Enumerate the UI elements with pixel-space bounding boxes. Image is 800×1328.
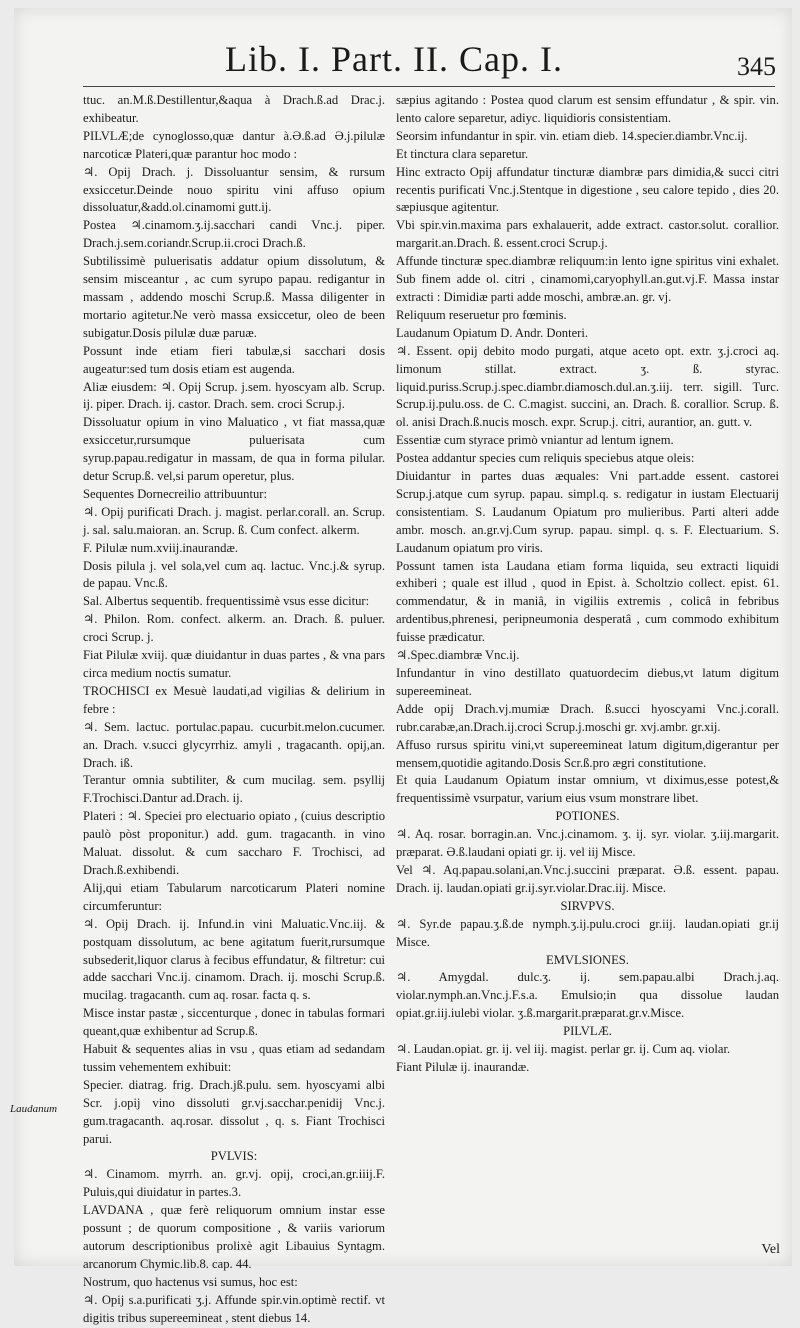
- paragraph: ♃. Opij Drach. ij. Infund.in vini Maluatic.Vnc.iij. & postquam dissolutum, ac bene agitatum fuerit,rursumque subsederit,liquor clarus à fecibus effundatur, & filtretur: cui adde sacchari Vnc.ij. cinamom. Drach. ij. moschi Scrup.ß. mucilag. tragacanth. cum aq. rosar. facta q. s.: [83, 916, 385, 1003]
- paragraph: EMVLSIONES.: [546, 952, 629, 967]
- paragraph: Affuso rursus spiritu vini,vt supereemineat latum digitum,digerantur per mensem,quotidie agitando.Dosis Scr.ß.pro ægri constitutione.: [396, 737, 779, 770]
- catchword: Vel: [761, 1242, 780, 1257]
- paragraph: Misce instar pastæ , siccenturque , donec in tabulas formari queant,quæ exhibentur ad Scrup.ß.: [83, 1006, 385, 1039]
- paragraph: PVLVIS:: [210, 1149, 258, 1164]
- paragraph: ♃. Opij s.a.purificati ʒ.j. Affunde spir.vin.optimè rectif. vt digitis tribus supereemineat , stent diebus 14.: [83, 1292, 385, 1325]
- paragraph: Diuidantur in partes duas æquales: Vni part.adde essent. castorei Scrup.j.atque cum syrup. papau. simpl.q. s. redigatur in iustam Electuarij consistentiam. S. Laudanum Opiatum pro mulieribus. Parti alteri adde ambr. mosch. an.gr.vj.Cum syrup. papau. simpl. q. s. F. Electuarium. S. Laudanum opiatum pro viris.: [396, 469, 779, 555]
- paragraph: Seorsim infundantur in spir. vin. etiam dieb. 14.specier.diambr.Vnc.ij.: [396, 128, 748, 143]
- paragraph: ♃. Sem. lactuc. portulac.papau. cucurbit.melon.cucumer. an. Drach. v.succi glycyrrhiz. amyli , tragacanth. opij,an. Drach. iß.: [83, 719, 385, 770]
- paragraph: Possunt tamen ista Laudana etiam forma liquida, seu extracti liquidi exhiberi ; quale est illud , quod in Epist. à. Scholtzio collect. epist. 61. commendatur, & in maniâ, in vigiliis extremis , colicâ in febribus ardentibus,phrenesi, peripneumonia desperatâ , cum commodo exhibitum fuisse prædicatur.: [396, 558, 779, 645]
- paragraph: Et tinctura clara separetur.: [396, 146, 529, 161]
- paragraph: Vel ♃. Aq.papau.solani,an.Vnc.j.succini præparat. Ə.ß. essent. papau. Drach. ij. laudan.opiati gr.ij.syr.violar.Drac.iij. Misce.: [396, 862, 779, 895]
- paragraph: Postea addantur species cum reliquis speciebus atque oleis:: [396, 451, 695, 466]
- header-rule: [83, 86, 775, 87]
- paragraph: Et quia Laudanum Opiatum instar omnium, vt diximus,esse potest,& frequentissimè vsurpatur, varium eius vsum monstrare libet.: [396, 773, 779, 806]
- paragraph: PILVLÆ.: [563, 1024, 612, 1039]
- paragraph: ♃.Spec.diambræ Vnc.ij.: [396, 648, 520, 663]
- paragraph: Affunde tincturæ spec.diambræ reliquum:in lento igne spiritus vini exhalet. Sub finem adde ol. citri , cinamomi,caryophyll.an.gut.vj.F. Massa instar extracti : Dimidiæ parti adde moschi, ambræ.an. gr. vj.: [396, 254, 779, 304]
- paragraph: Essentiæ cum styrace primò vniantur ad lentum ignem.: [396, 433, 674, 448]
- paragraph: Plateri : ♃. Speciei pro electuario opiato , (cuius descriptio paulò pòst proponitur.) add. gum. tragacanth. in vino Maluat. dissolut. & cum saccharo F. Trochisci, ad Drach.ß.exhibendi.: [83, 809, 385, 877]
- paragraph: PILVLÆ;de cynoglosso,quæ dantur à.Ə.ß.ad Ə.j.pilulæ narcoticæ Plateri,quæ parantur hoc modo :: [83, 128, 385, 161]
- paragraph: Alij,qui etiam Tabularum narcoticarum Plateri nomine circumferuntur:: [83, 880, 385, 913]
- paragraph: Sal. Albertus sequentib. frequentissimè vsus esse dicitur:: [83, 594, 370, 609]
- paragraph: Vbi spir.vin.maxima pars exhalauerit, adde extract. castor.solut. corallior. margarit.an.Drach. ß. essent.croci Scrup.j.: [396, 218, 779, 251]
- paragraph: Nostrum, quo hactenus vsi sumus, hoc est:: [83, 1274, 298, 1289]
- paragraph: Fiant Pilulæ ij. inaurandæ.: [396, 1059, 530, 1074]
- left-column: [83, 92, 385, 1325]
- paragraph: Specier. diatrag. frig. Drach.jß.pulu. sem. hyoscyami albi Scr. j.opij vino dissoluti gr.vj.sacchar.penidij Vnc.j. gum.tragacanth. aq.rosar. dissolut , q. s. Fiant Trochisci parui.: [83, 1077, 385, 1146]
- paragraph: ♃. Laudan.opiat. gr. ij. vel iij. magist. perlar gr. ij. Cum aq. violar.: [396, 1042, 731, 1057]
- right-column: [396, 92, 779, 1232]
- paragraph: Terantur omnia subtiliter, & cum mucilag. sem. psyllij F.Trochisci.Dantur ad.Drach. ij.: [83, 773, 385, 806]
- paragraph: ♃. Syr.de papau.ʒ.ß.de nymph.ʒ.ij.pulu.croci gr.iij. laudan.opiati gr.ij Misce.: [396, 916, 779, 949]
- paragraph: Reliquum reseruetur pro fœminis.: [396, 307, 567, 322]
- paragraph: TROCHISCI ex Mesuè laudati,ad vigilias & delirium in febre :: [83, 683, 385, 716]
- paragraph: Infundantur in vino destillato quatuordecim diebus,vt latum digitum supereemineat.: [396, 666, 779, 698]
- page-number: 345: [737, 52, 776, 81]
- paragraph: Subtilissimè puluerisatis addatur opium dissolutum, & sensim misceantur , ac cum syrupo papau. redigantur in massam , addendo moschi Scrup.ß. Massa diligenter in mortario agitetur.Ne verò massa exsiccetur, oleo de been subigatur.Dosis pilulæ duæ paruæ.: [83, 254, 385, 340]
- running-title: Lib. I. Part. II. Cap. I.: [225, 39, 563, 79]
- paragraph: ♃. Cinamom. myrrh. an. gr.vj. opij, croci,an.gr.iiij.F. Puluis,qui diuidatur in partes.3.: [83, 1167, 385, 1200]
- paragraph: Laudanum Opiatum D. Andr. Donteri.: [396, 325, 589, 340]
- paragraph: Habuit & sequentes alias in vsu , quas etiam ad sedandam tussim vehementem exhibuit:: [83, 1042, 385, 1074]
- running-header: [14, 36, 792, 86]
- paragraph: Possunt inde etiam fieri tabulæ,si sacchari dosis augeatur:sed tum dosis etiam est augenda.: [83, 343, 385, 376]
- paragraph: Dissoluatur opium in vino Maluatico , vt fiat massa,quæ exsiccetur,rursumque puluerisata cum syrup.papau.redigatur in massam, de qua in forma pilular. detur Scrup.ß. vel,si parum operetur, plus.: [83, 415, 385, 484]
- paragraph: ♃. Essent. opij debito modo purgati, atque aceto opt. extr. ʒ.j.croci aq. limonum stillat. extract. ʒ. ß. styrac. liquid.puriss.Scrup.j.spec.diambr.diamosch.dul.an.ʒ.iij. terr. sigill. Turc. Scrup.ij.pulu.oss. de C. C.magist. succini, an. Drach. ß. corallior. Scrup. ß. ol. anisi Drach.ß.nucis mosch. expr. Scrup.j. citri, aurantior, an. gutt. v.: [396, 343, 779, 430]
- paragraph: ♃. Opij Drach. j. Dissoluantur sensim, & rursum exsiccetur.Deinde nouo spiritu vini affuso opium dissoluatur,&add.ol.cinamomi gutt.ij.: [83, 164, 385, 215]
- paragraph: Adde opij Drach.vj.mumiæ Drach. ß.succi hyoscyami Vnc.j.corall. rubr.carabæ,an.Drach.ij.croci Scrup.j.moschi gr. xvj.ambr. gr.xij.: [396, 701, 779, 734]
- paragraph: Dosis pilula j. vel sola,vel cum aq. lactuc. Vnc.j.& syrup. de papau. Vnc.ß.: [83, 558, 385, 591]
- paragraph: ttuc. an.M.ß.Destillentur,&aqua à Drach.ß.ad Drac.j. exhibeatur.: [83, 93, 385, 125]
- paragraph: ♃. Philon. Rom. confect. alkerm. an. Drach. ß. puluer. croci Scrup. j.: [83, 612, 385, 645]
- paragraph: Postea ♃.cinamom.ʒ.ij.sacchari candi Vnc.j. piper. Drach.j.sem.coriandr.Scrup.ii.croci Drach.ß.: [83, 218, 385, 251]
- paragraph: SIRVPVS.: [560, 898, 615, 913]
- paragraph: Aliæ eiusdem: ♃. Opij Scrup. j.sem. hyoscyam alb. Scrup. ij. piper. Drach. ij. castor. Drach. sem. croci Scrup.j.: [83, 379, 385, 412]
- paragraph: ♃. Amygdal. dulc.ʒ. ij. sem.papau.albi Drach.j.aq. violar.nymph.an.Vnc.j.F.s.a. Emulsio;in qua dissolue laudan opiat.gr.iij.iulebi violar. ʒ.ß.margarit.præparat.gr.v.Misce.: [396, 970, 779, 1021]
- paragraph: ♃. Aq. rosar. borragin.an. Vnc.j.cinamom. ʒ. ij. syr. violar. ʒ.iij.margarit. præparat. Ə.ß.laudani opiati gr. ij. vel iij Misce.: [396, 827, 779, 860]
- margin-note: Laudanum: [10, 1103, 58, 1115]
- paragraph: ♃. Opij purificati Drach. j. magist. perlar.corall. an. Scrup. j. sal. salu.maioran. an. Scrup. ß. Cum confect. alkerm.: [83, 504, 385, 537]
- paragraph: F. Pilulæ num.xviij.inaurandæ.: [83, 540, 239, 555]
- paragraph: LAVDANA , quæ ferè reliquorum omnium instar esse possunt ; de quorum compositione , & variis variorum autorum descriptionibus prolixè agit Libauius Syntagm. arcanorum Chymic.lib.8. cap. 44.: [83, 1203, 385, 1271]
- paragraph: Fiat Pilulæ xviij. quæ diuidantur in duas partes , & vna pars circa medium noctis sumatur.: [83, 648, 385, 680]
- paragraph: Hinc extracto Opij affundatur tincturæ diambræ pars dimidia,& succi citri recentis purificati Vnc.j.Stentque in digestione , seu calore tepido , dies 20. sæpiusque agitentur.: [396, 164, 779, 215]
- paragraph: POTIONES.: [555, 809, 620, 824]
- book-page: [14, 8, 792, 1325]
- paragraph: sæpius agitando : Postea quod clarum est sensim effundatur , & spir. vin. lento calore separetur, adiyc. liquidioris consistentiam.: [396, 93, 779, 125]
- paragraph: Sequentes Dornecreilio attribuuntur:: [83, 486, 267, 501]
